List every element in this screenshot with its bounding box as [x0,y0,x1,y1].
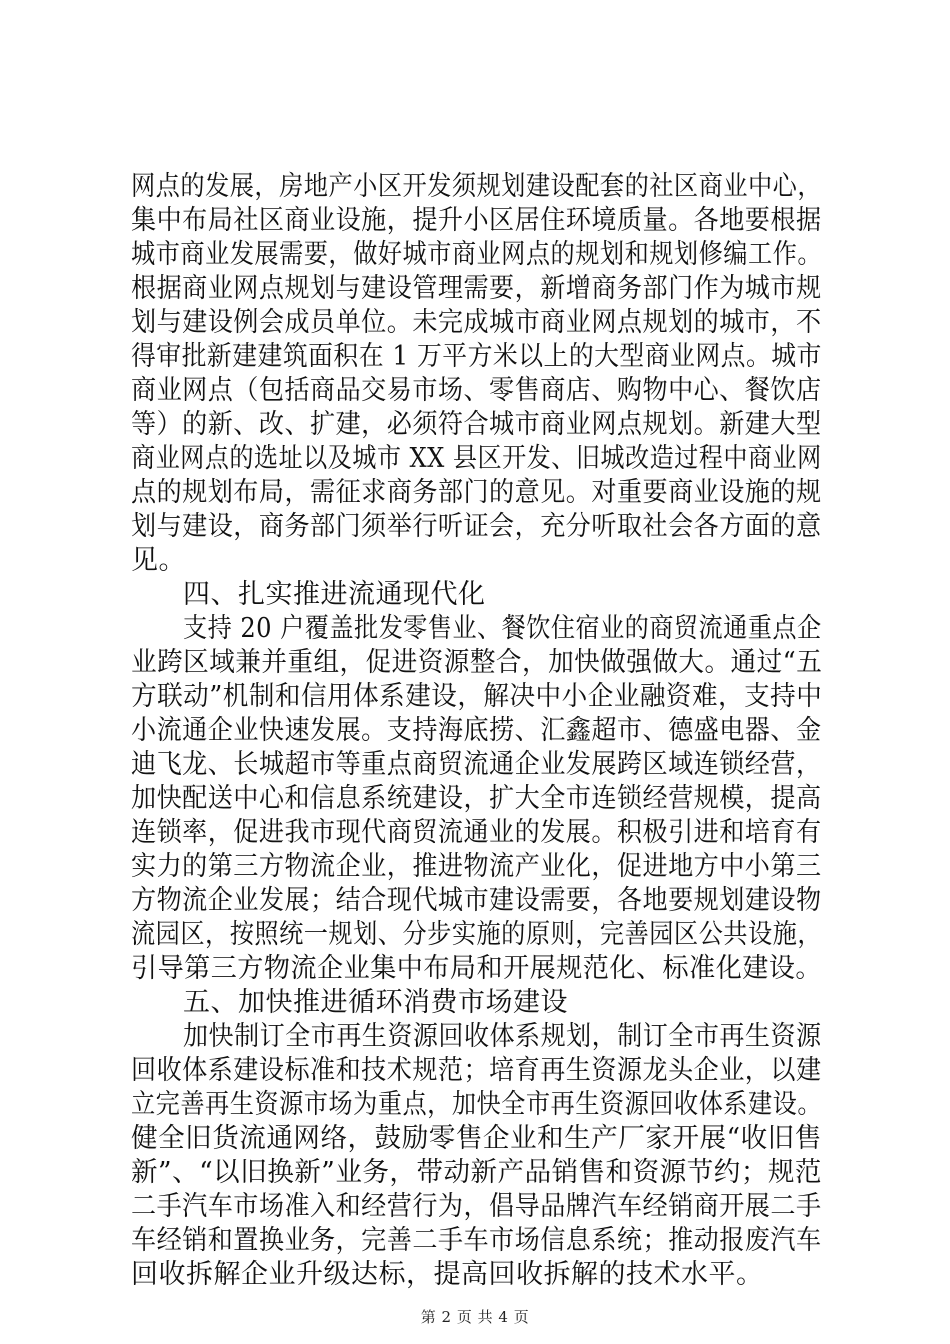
body-line: 商业网点的选址以及城市 XX 县区开发、旧城改造过程中商业网 [131,443,822,474]
section-heading-4: 四、扎实推进流通现代化 [183,579,486,610]
body-line: 回收体系建设标准和技术规范；培育再生资源龙头企业，以建 [131,1055,822,1086]
body-line: 网点的发展，房地产小区开发须规划建设配套的社区商业中心， [131,171,822,202]
body-line: 加快制订全市再生资源回收体系规划，制订全市再生资源 [183,1021,822,1052]
body-line: 根据商业网点规划与建设管理需要，新增商务部门作为城市规 [131,273,822,304]
body-line: 回收拆解企业升级达标，提高回收拆解的技术水平。 [131,1259,764,1290]
body-line: 小流通企业快速发展。支持海底捞、汇鑫超市、德盛电器、金 [131,715,822,746]
body-line: 二手汽车市场准入和经营行为，倡导品牌汽车经销商开展二手 [131,1191,822,1222]
body-line: 划与建设，商务部门须举行听证会，充分听取社会各方面的意 [131,511,822,542]
body-line: 城市商业发展需要，做好城市商业网点的规划和规划修编工作。 [131,239,822,270]
body-line: 新”、“以旧换新”业务，带动新产品销售和资源节约；规范 [131,1157,822,1188]
body-line: 引导第三方物流企业集中布局和开展规范化、标准化建设。 [131,953,822,984]
body-line: 方物流企业发展；结合现代城市建设需要，各地要规划建设物 [131,885,822,916]
body-line: 加快配送中心和信息系统建设，扩大全市连锁经营规模，提高 [131,783,822,814]
body-line: 流园区，按照统一规划、分步实施的原则，完善园区公共设施， [131,919,822,950]
body-line: 业跨区域兼并重组，促进资源整合，加快做强做大。通过“五 [131,647,823,678]
body-line: 得审批新建建筑面积在 1 万平方米以上的大型商业网点。城市 [131,341,822,372]
body-line: 立完善再生资源市场为重点，加快全市再生资源回收体系建设。 [131,1089,822,1120]
body-line: 实力的第三方物流企业，推进物流产业化，促进地方中小第三 [131,851,822,882]
body-line: 支持 20 户覆盖批发零售业、餐饮住宿业的商贸流通重点企 [183,613,822,644]
page-footer: 第 2 页 共 4 页 [420,1308,530,1326]
body-line: 划与建设例会成员单位。未完成城市商业网点规划的城市，不 [131,307,822,338]
body-line: 见。 [131,545,186,576]
body-line: 车经销和置换业务，完善二手车市场信息系统；推动报废汽车 [131,1225,822,1256]
section-heading-5: 五、加快推进循环消费市场建设 [183,987,568,1018]
body-line: 健全旧货流通网络，鼓励零售企业和生产厂家开展“收旧售 [131,1123,822,1154]
body-line: 迪飞龙、长城超市等重点商贸流通企业发展跨区域连锁经营， [131,749,822,780]
body-line: 集中布局社区商业设施，提升小区居住环境质量。各地要根据 [131,205,822,236]
body-line: 等）的新、改、扩建，必须符合城市商业网点规划。新建大型 [131,409,822,440]
body-line: 方联动”机制和信用体系建设，解决中小企业融资难，支持中 [131,681,823,712]
body-line: 连锁率，促进我市现代商贸流通业的发展。积极引进和培育有 [131,817,822,848]
body-line: 点的规划布局，需征求商务部门的意见。对重要商业设施的规 [131,477,822,508]
body-line: 商业网点（包括商品交易市场、零售商店、购物中心、餐饮店 [131,375,822,406]
